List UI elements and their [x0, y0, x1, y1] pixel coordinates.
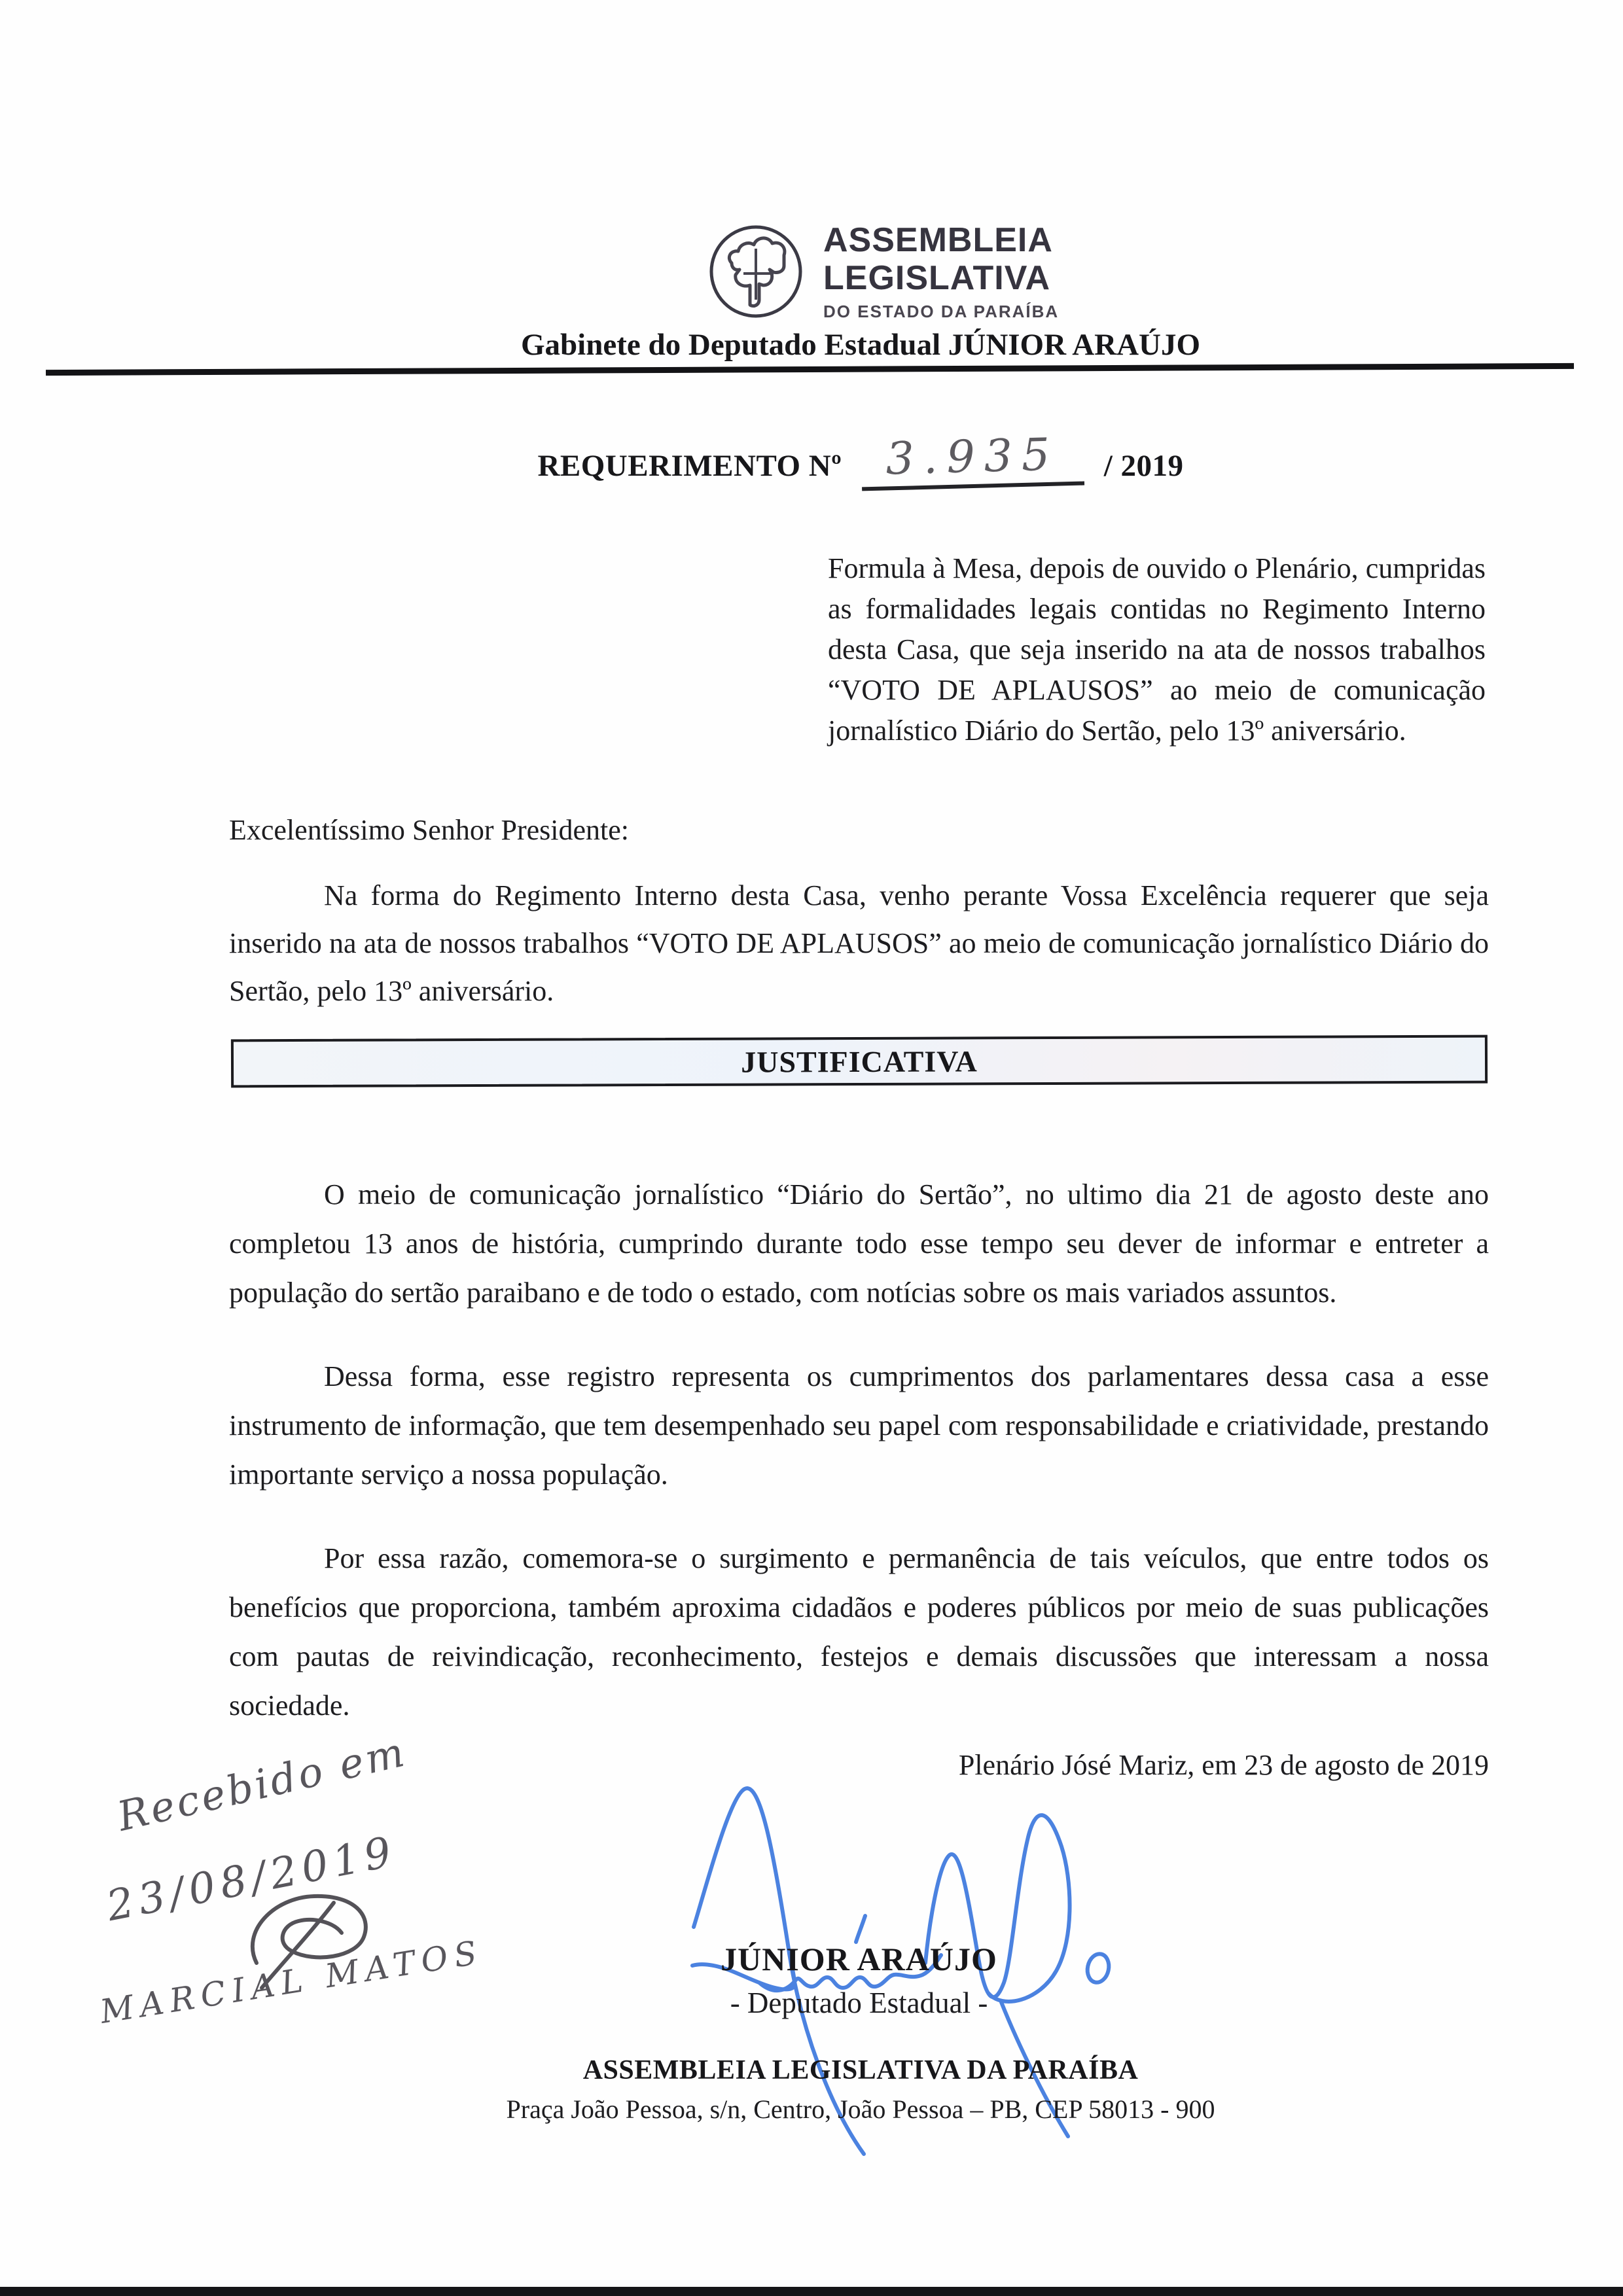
scan-edge-artifact [0, 2287, 1623, 2296]
place-and-date: Plenário Jósé Mariz, em 23 de agosto de 2019 [958, 1749, 1489, 1781]
signatory-role: - Deputado Estadual - [730, 1987, 988, 2019]
signatory-name: JÚNIOR ARAÚJO [721, 1941, 997, 1977]
justification-paragraph-2: Dessa forma, esse registro representa os cumprimentos dos parlamentares dessa casa a esse instrumento de informação, que tem desempenhado seu papel com responsabilidade e criatividade, prestando importante serviço a nossa população. [229, 1360, 1489, 1491]
document-title [98, 429, 1623, 492]
logo-line3: DO ESTADO DA PARAÍBA [823, 302, 1060, 321]
handwritten-number: 3.935 [861, 429, 1084, 491]
title-year: / 2019 [1103, 449, 1184, 483]
justification-heading: JUSTIFICATIVA [741, 1044, 978, 1079]
justification-heading-box [231, 1035, 1488, 1088]
footer-organization: ASSEMBLEIA LEGISLATIVA DA PARAÍBA [582, 2055, 1139, 2085]
assembly-logo [707, 222, 1059, 321]
summary-paragraph: Formula à Mesa, depois de ouvido o Plenário, cumpridas as formalidades legais contidas no Regimento Interno desta Casa, que seja inserido na ata de nossos trabalhos “VOTO DE APLAUSOS” ao meio de comunicação jornalístico Diário do Sertão, pelo 13º aniversário. [828, 552, 1486, 747]
justification-body [229, 1170, 1489, 1765]
office-header: Gabinete do Deputado Estadual JÚNIOR ARAÚJO [520, 328, 1201, 362]
salutation: Excelentíssimo Senhor Presidente: [229, 814, 629, 846]
handwritten-received-date: 23/08/2019 [103, 1827, 401, 1932]
footer-address: Praça João Pessoa, s/n, Centro, João Pessoa – PB, CEP 58013 - 900 [506, 2094, 1215, 2124]
handwritten-receiver-name: MARCIAL MATOS [98, 1933, 486, 2031]
title-label: REQUERIMENTO Nº [537, 449, 842, 483]
handwritten-received-text: Recebido em [113, 1727, 411, 1841]
logo-line1: ASSEMBLEIA [823, 221, 1053, 259]
logo-line2: LEGISLATIVA [823, 259, 1051, 297]
assembly-logo-text [823, 223, 1059, 320]
request-paragraph: Na forma do Regimento Interno desta Casa, venho perante Vossa Excelência requerer que seja inserido na ata de nossos trabalhos “VOTO DE APLAUSOS” ao meio de comunicação jornalístico Diário do Sertão, pelo 13º aniversário. [229, 879, 1489, 1007]
justification-paragraph-3: Por essa razão, comemora-se o surgimento e permanência de tais veículos, que entre todos os benefícios que proporciona, também aproxima cidadãos e poderes públicos por meio de suas publicações com pautas de reivindicação, reconhecimento, festejos e demais discussões que interessam a nossa sociedade. [229, 1542, 1489, 1722]
header-divider [46, 363, 1574, 376]
justification-paragraph-1: O meio de comunicação jornalístico “Diário do Sertão”, no ultimo dia 21 de agosto deste ano completou 13 anos de história, cumprindo durante todo esse tempo seu dever de informar e entreter a população do sertão paraibano e de todo o estado, com notícias sobre os mais variados assuntos. [229, 1178, 1489, 1309]
assembly-emblem-icon [707, 222, 805, 321]
